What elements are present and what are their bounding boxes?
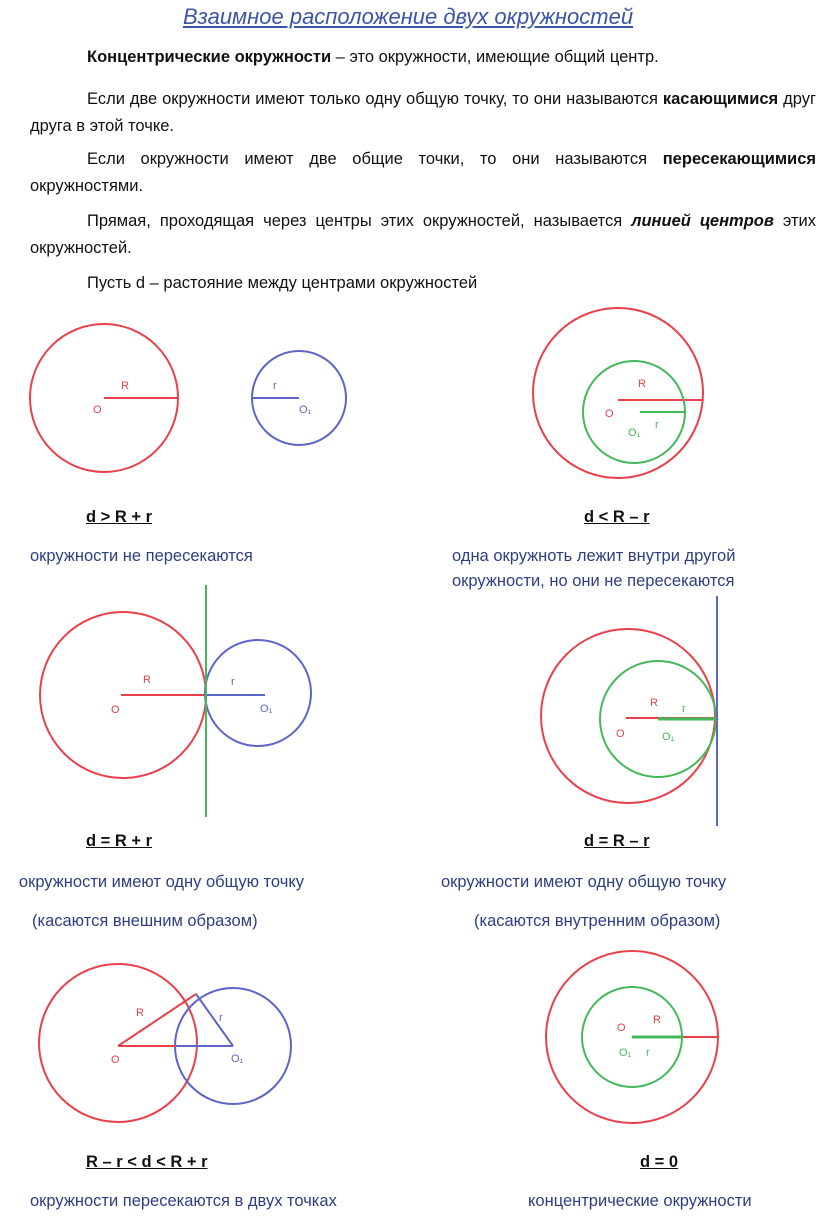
label-R: R: [653, 1014, 661, 1026]
label-R: R: [650, 697, 658, 709]
label-O1: O₁: [662, 731, 675, 743]
label-R: R: [121, 380, 129, 392]
caption-case-5: окружности пересекаются в двух точках: [30, 1192, 337, 1210]
caption-case-4-line-1: окружности имеют одну общую точку: [441, 873, 727, 891]
radius-R: [118, 994, 196, 1046]
label-O1: O₁: [231, 1053, 244, 1065]
term-intersecting: пересекающимися: [662, 150, 816, 168]
figure-inside: [533, 308, 703, 478]
formula-case-5: R – r < d < R + r: [86, 1153, 208, 1171]
circle-big: [39, 964, 197, 1122]
label-O: O: [617, 1022, 626, 1034]
caption-case-3-line-1: окружности имеют одну общую точку: [18, 873, 304, 891]
caption-case-4-line-2: (касаются внутренним образом): [474, 912, 721, 930]
label-O: O: [605, 408, 614, 420]
circle-big: [541, 629, 715, 803]
paragraph-text: Пусть d – растояние между центрами окружностей: [87, 274, 478, 292]
formula-case-2: d < R – r: [584, 508, 650, 526]
formula-case-6: d = 0: [640, 1153, 679, 1171]
figure-concentric: [546, 951, 718, 1123]
term-line-of-centers: линией центров: [631, 212, 774, 230]
figure-intersecting: [39, 964, 291, 1122]
term-concentric: Концентрические окружности: [87, 48, 332, 66]
label-O: O: [616, 728, 625, 740]
label-r: r: [682, 703, 686, 715]
label-r: r: [655, 419, 659, 431]
label-r: r: [273, 380, 277, 392]
label-O: O: [93, 404, 102, 416]
caption-case-1: окружности не пересекаются: [30, 547, 253, 565]
figure-internal-tangent: [541, 596, 717, 826]
circle-small: [205, 640, 311, 746]
label-R: R: [638, 378, 646, 390]
label-O1: O₁: [260, 703, 273, 715]
formula-case-1: d > R + r: [86, 508, 153, 526]
paragraph-text: друг друга в этой точке.: [30, 90, 816, 135]
circle-big: [533, 308, 703, 478]
label-O1: O₁: [299, 404, 312, 416]
term-tangent: касающимися: [662, 90, 779, 108]
caption-case-2-line-1: одна окружноть лежит внутри другой: [452, 547, 736, 565]
formula-case-4: d = R – r: [584, 832, 650, 850]
label-r: r: [219, 1012, 223, 1024]
label-R: R: [143, 674, 151, 686]
caption-case-3-line-2: (касаются внешним образом): [32, 912, 258, 930]
figure-external-tangent: [40, 585, 311, 817]
caption-case-2-line-2: окружности, но они не пересекаются: [452, 572, 735, 590]
page-title: Взаимное расположение двух окружностей: [182, 4, 634, 29]
caption-case-6: концентрические окружности: [528, 1192, 752, 1210]
label-O: O: [111, 1054, 120, 1066]
paragraph-text: Прямая, проходящая через центры этих окружностей, называется: [87, 212, 632, 230]
paragraph-text: Если две окружности имеют только одну общую точку, то они называются: [87, 90, 663, 108]
label-O1: O₁: [628, 427, 641, 439]
label-O1: O₁: [619, 1047, 632, 1059]
label-O: O: [111, 704, 120, 716]
paragraph-text: – это окружности, имеющие общий центр.: [331, 48, 659, 66]
radius-r: [196, 994, 233, 1046]
paragraph-text: Если окружности имеют две общие точки, то они называются: [87, 150, 663, 168]
paragraph-text: окружностями.: [30, 177, 144, 195]
label-r: r: [646, 1047, 650, 1059]
label-r: r: [231, 676, 235, 688]
label-R: R: [136, 1007, 144, 1019]
paragraph-text: этих окружностей.: [30, 212, 816, 257]
figure-separate: [30, 324, 346, 472]
formula-case-3: d = R + r: [86, 832, 153, 850]
